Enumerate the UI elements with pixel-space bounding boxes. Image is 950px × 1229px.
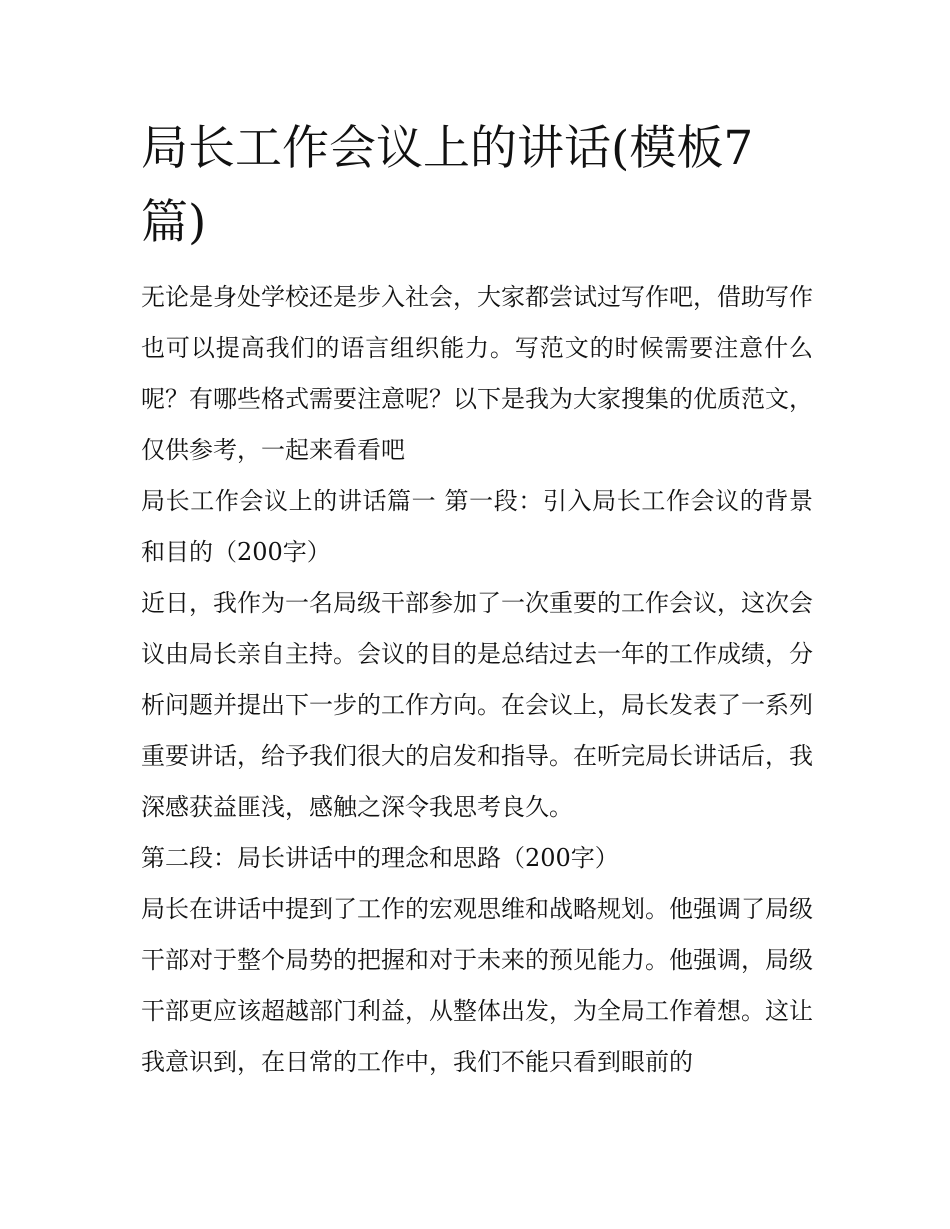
document-page (141, 112, 813, 1088)
body-paragraph-2: 局长在讲话中提到了工作的宏观思维和战略规划。他强调了局级干部对于整个局势的把握和对于未来的预见能力。他强调，局级干部更应该超越部门利益，从整体出发，为全局工作着想。这让我意识到，在日常的工作中，我们不能只看到眼前的 (141, 895, 813, 1076)
section-heading-1: 局长工作会议上的讲话篇一 第一段：引入局长工作会议的背景和目的（200字） (141, 487, 813, 566)
intro-paragraph: 无论是身处学校还是步入社会，大家都尝试过写作吧，借助写作也可以提高我们的语言组织能力。写范文的时候需要注意什么呢？有哪些格式需要注意呢？以下是我为大家搜集的优质范文，仅供参考，一起来看看吧 (141, 283, 813, 464)
section-heading-2: 第二段：局长讲话中的理念和思路（200字） (141, 844, 619, 872)
document-title: 局长工作会议上的讲话(模板7篇) (141, 121, 754, 250)
body-paragraph-1: 近日，我作为一名局级干部参加了一次重要的工作会议，这次会议由局长亲自主持。会议的目的是总结过去一年的工作成绩，分析问题并提出下一步的工作方向。在会议上，局长发表了一系列重要讲话，给予我们很大的启发和指导。在听完局长讲话后，我深感获益匪浅，感触之深令我思考良久。 (141, 589, 813, 821)
